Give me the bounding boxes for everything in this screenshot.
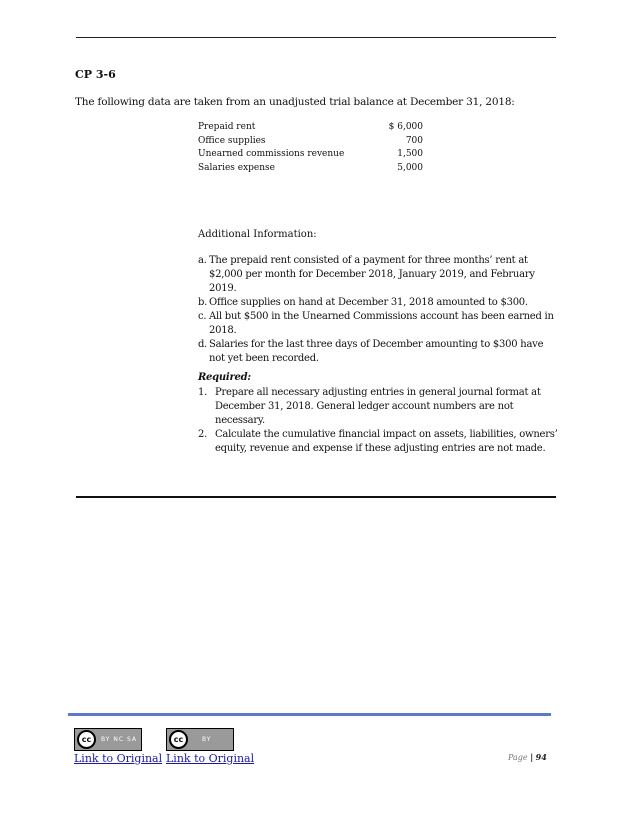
problem-heading: CP 3-6 (75, 68, 116, 81)
cc-by-nc-sa-badge (74, 728, 142, 751)
license-badge-label: BY (202, 736, 212, 743)
item-text: All but $500 in the Unearned Commissions account has been earned in 2018. (209, 311, 554, 336)
table-row (198, 162, 423, 176)
page-number-value: 94 (535, 752, 547, 762)
license-badge-label: BY NC SA (101, 736, 137, 743)
list-item (198, 428, 558, 456)
item-text: Calculate the cumulative financial impact on assets, liabilities, owners’ equity, revenue and expense if these adjusting entries are not made. (215, 429, 558, 454)
page-separator: | (530, 752, 534, 762)
account-name: Salaries expense (198, 162, 275, 173)
section-divider (76, 496, 556, 498)
link-to-original-2[interactable]: Link to Original (166, 752, 255, 765)
required-heading: Required: (198, 372, 251, 383)
cc-license-icon: cc (77, 730, 96, 749)
table-row (198, 135, 423, 149)
item-marker: d. (198, 339, 208, 350)
account-amount: 700 (405, 135, 423, 146)
intro-text: The following data are taken from an unadjusted trial balance at December 31, 2018: (75, 96, 515, 108)
item-marker: 1. (198, 387, 208, 398)
item-marker: 2. (198, 429, 208, 440)
page-label: Page (508, 753, 528, 762)
cc-by-badge (166, 728, 234, 751)
cc-license-icon: cc (169, 730, 188, 749)
account-name: Unearned commissions revenue (198, 149, 345, 159)
item-text: Prepare all necessary adjusting entries in general journal format at December 31, 2018. General ledger account numbers are not necessary. (215, 387, 541, 426)
list-item (198, 386, 558, 428)
item-marker: c. (198, 311, 207, 322)
item-text: Salaries for the last three days of December amounting to $300 have not yet been recorded. (209, 339, 544, 364)
item-text: Office supplies on hand at December 31, 2018 amounted to $300. (209, 297, 528, 308)
item-marker: b. (198, 297, 208, 308)
footer-divider (68, 713, 551, 716)
list-item (198, 338, 558, 366)
table-row (198, 121, 423, 135)
account-amount: $ 6,000 (388, 122, 423, 132)
item-marker: a. (198, 255, 207, 266)
list-item (198, 310, 558, 338)
page-number (508, 752, 547, 762)
additional-info-heading: Additional Information: (198, 229, 317, 240)
account-name: Prepaid rent (198, 122, 256, 132)
item-text: The prepaid rent consisted of a payment for three months’ rent at $2,000 per month for December 2018, January 2019, and February 2019. (209, 255, 535, 294)
account-amount: 5,000 (397, 162, 423, 173)
list-item (198, 296, 558, 310)
account-amount: 1,500 (397, 149, 423, 159)
link-to-original-1[interactable]: Link to Original (74, 752, 163, 765)
problem-body (198, 254, 558, 456)
trial-balance-table (198, 121, 423, 175)
table-row (198, 148, 423, 162)
account-name: Office supplies (198, 135, 266, 146)
top-divider (76, 37, 556, 38)
list-item (198, 254, 558, 296)
